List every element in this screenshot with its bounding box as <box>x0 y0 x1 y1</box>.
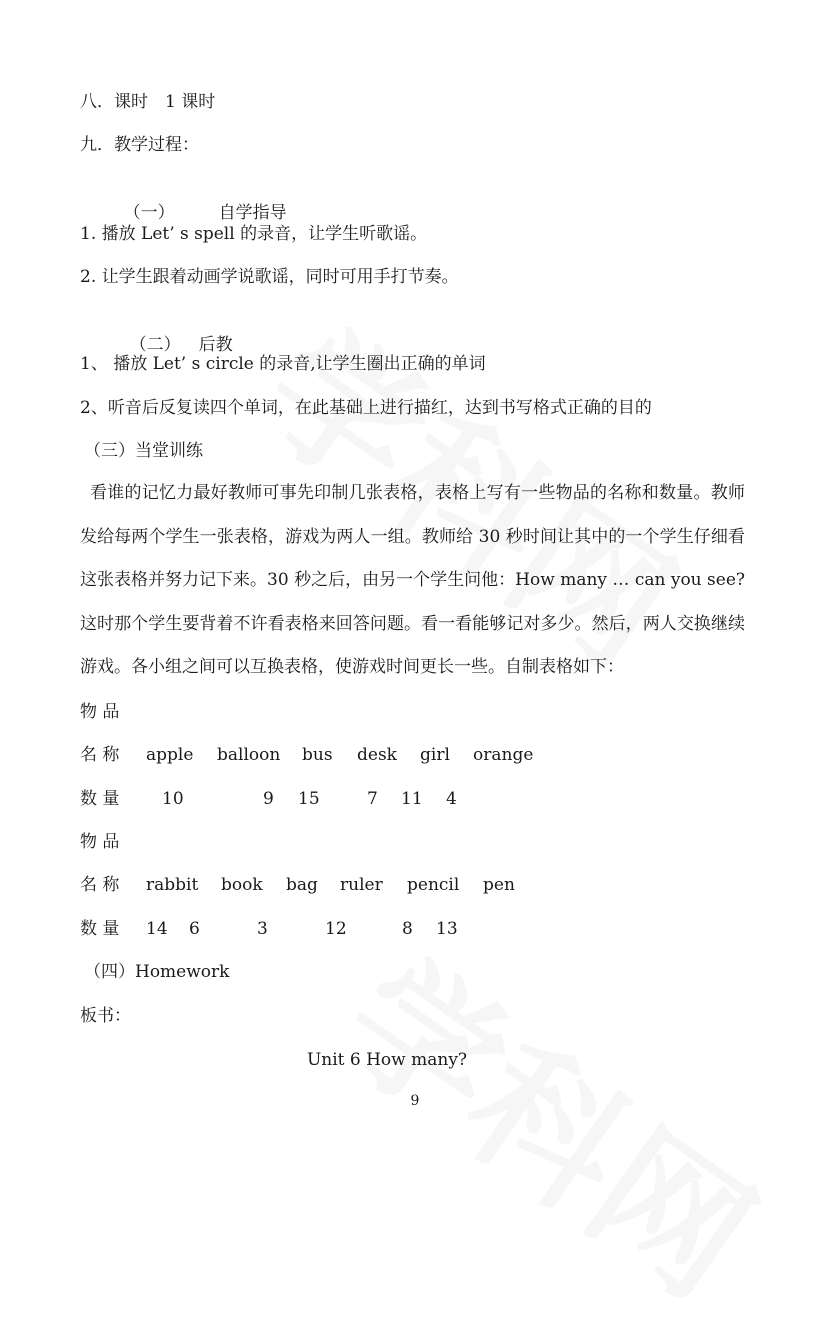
page-number: 9 <box>410 1093 420 1109</box>
board-title: Unit 6 How many? <box>306 1050 468 1070</box>
table2-count-cell: 3 <box>257 919 268 939</box>
table2-count-cell: 12 <box>325 919 347 939</box>
table1-name-cell: girl <box>420 745 450 765</box>
table2-name-cell: bag <box>286 875 318 895</box>
table2-name-cell: pencil <box>407 875 460 895</box>
table1-count-cell: 4 <box>446 789 457 809</box>
table2-name-cell: ruler <box>340 875 383 895</box>
step-1-number: （一） <box>123 203 175 223</box>
table2-count-cell: 13 <box>436 919 458 939</box>
table2-name-cell: book <box>221 875 263 895</box>
step-3-heading: （三）当堂训练 <box>84 441 203 461</box>
table2-count-cell: 8 <box>402 919 413 939</box>
step-2-item-2: 2、听音后反复读四个单词，在此基础上进行描红，达到书写格式正确的目的 <box>80 398 652 418</box>
step-1-item-1: 1. 播放 Let’ s spell 的录音，让学生听歌谣。 <box>80 224 428 244</box>
step-1-title: 自学指导 <box>218 203 287 223</box>
table2-counts-label: 数 量 <box>80 919 120 939</box>
step-1-item-2: 2. 让学生跟着动画学说歌谣，同时可用手打节奏。 <box>80 267 459 287</box>
table1-counts-label: 数 量 <box>80 789 120 809</box>
step-4-homework: （四）Homework <box>84 962 230 982</box>
table2-count-cell: 6 <box>189 919 200 939</box>
game-description-paragraph: 看谁的记忆力最好教师可事先印制几张表格，表格上写有一些物品的名称和数量。教师发给每两个学生一张表格，游戏为两人一组。教师给 30 秒时间让其中的一个学生仔细看这张表格并努力记下来。30 秒之后，由另一个学生问他：How many … can you see?这时那个学生要背着不许看表格来回答问题。看一看能够记对多少。然后，两人交换继续游戏。各小组之间可以互换表格，使游戏时间更长一些。自制表格如下： <box>80 483 745 677</box>
table1-name-cell: bus <box>302 745 333 765</box>
table2-item-label: 物 品 <box>80 832 120 852</box>
watermark-bottom <box>309 900 802 1335</box>
table1-count-cell: 11 <box>401 789 423 809</box>
table1-name-cell: balloon <box>217 745 281 765</box>
section-9-process: 九．教学过程： <box>80 135 199 155</box>
table2-name-cell: pen <box>483 875 515 895</box>
step-2-title: 后教 <box>198 335 233 355</box>
table1-count-cell: 10 <box>162 789 184 809</box>
step-2-item-1: 1、 播放 Let’ s circle 的录音,让学生圈出正确的单词 <box>80 354 486 374</box>
table1-name-cell: orange <box>473 745 534 765</box>
table2-name-cell: rabbit <box>146 875 199 895</box>
table2-names-label: 名 称 <box>80 875 120 895</box>
table1-count-cell: 15 <box>298 789 320 809</box>
table1-count-cell: 9 <box>263 789 274 809</box>
table1-names-label: 名 称 <box>80 745 120 765</box>
table1-item-label: 物 品 <box>80 702 120 722</box>
table1-name-cell: desk <box>357 745 397 765</box>
section-8-hours: 八．课时 1 课时 <box>80 92 216 112</box>
board-label: 板书： <box>80 1006 131 1026</box>
step-2-number: （二） <box>129 335 181 355</box>
table1-count-cell: 7 <box>367 789 378 809</box>
table1-name-cell: apple <box>146 745 194 765</box>
table2-count-cell: 14 <box>146 919 168 939</box>
